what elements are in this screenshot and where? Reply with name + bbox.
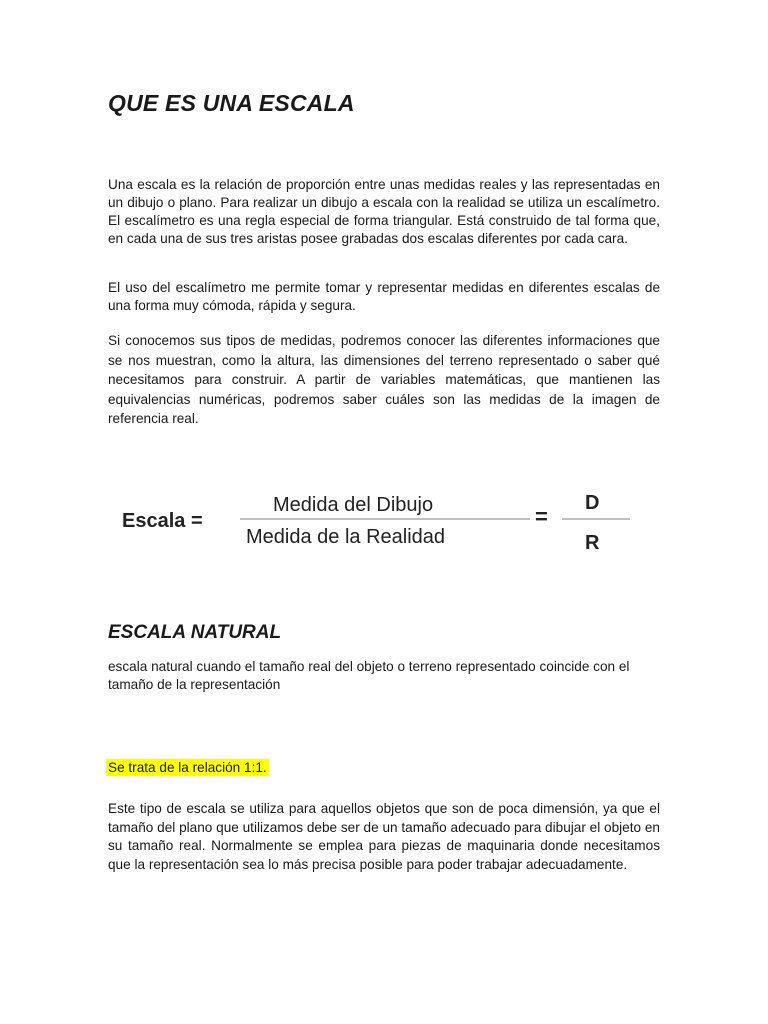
highlighted-line [106, 759, 269, 777]
formula-lhs: Escala = [122, 510, 203, 532]
formula-denominator: Medida de la Realidad [246, 526, 446, 548]
scale-formula [118, 482, 638, 562]
paragraph-escalimetro-use: El uso del escalímetro me permite tomar y representar medidas en diferentes escalas de una forma muy cómoda, rápida y segura. [108, 280, 660, 313]
paragraph-natural-usage: Este tipo de escala se utiliza para aquellos objetos que son de poca dimensión, ya que el tamaño del plano que utilizamos debe ser de un tamaño adecuado para dibujar el objeto en su tamaño real. Normalmente se emplea para piezas de maquinaria donde necesitamos que la representación sea lo más precisa posible para poder trabajar adecuadamente. [108, 801, 660, 872]
formula-rhs-denominator: R [585, 532, 600, 554]
formula-rhs-numerator: D [585, 492, 600, 514]
paragraph-definition: Una escala es la relación de proporción entre unas medidas reales y las representadas en un dibujo o plano. Para realizar un dibujo a escala con la realidad se utiliza un escalímetro. El escalímetro es una regla especial de forma triangular. Está construido de tal forma que, en cada una de sus tres aristas posee grabadas dos escalas diferentes por cada cara. [108, 177, 660, 246]
page-title: QUE ES UNA ESCALA [108, 90, 355, 116]
formula-numerator: Medida del Dibujo [273, 494, 434, 516]
paragraph-natural-definition: escala natural cuando el tamaño real del objeto o terreno representado coincide con el tamaño de la representación [108, 659, 630, 692]
paragraph-measure-types: Si conocemos sus tipos de medidas, podremos conocer las diferentes informaciones que se nos muestran, como la altura, las dimensiones del terreno representado o saber qué necesitamos para construir. A partir de variables matemáticas, que mantienen las equivalencias numéricas, podremos saber cuáles son las medidas de la imagen de referencia real. [108, 333, 660, 426]
formula-equals: = [535, 504, 548, 529]
section-heading-escala-natural: ESCALA NATURAL [108, 622, 282, 643]
highlighted-ratio-text: Se trata de la relación 1:1. [108, 760, 267, 775]
